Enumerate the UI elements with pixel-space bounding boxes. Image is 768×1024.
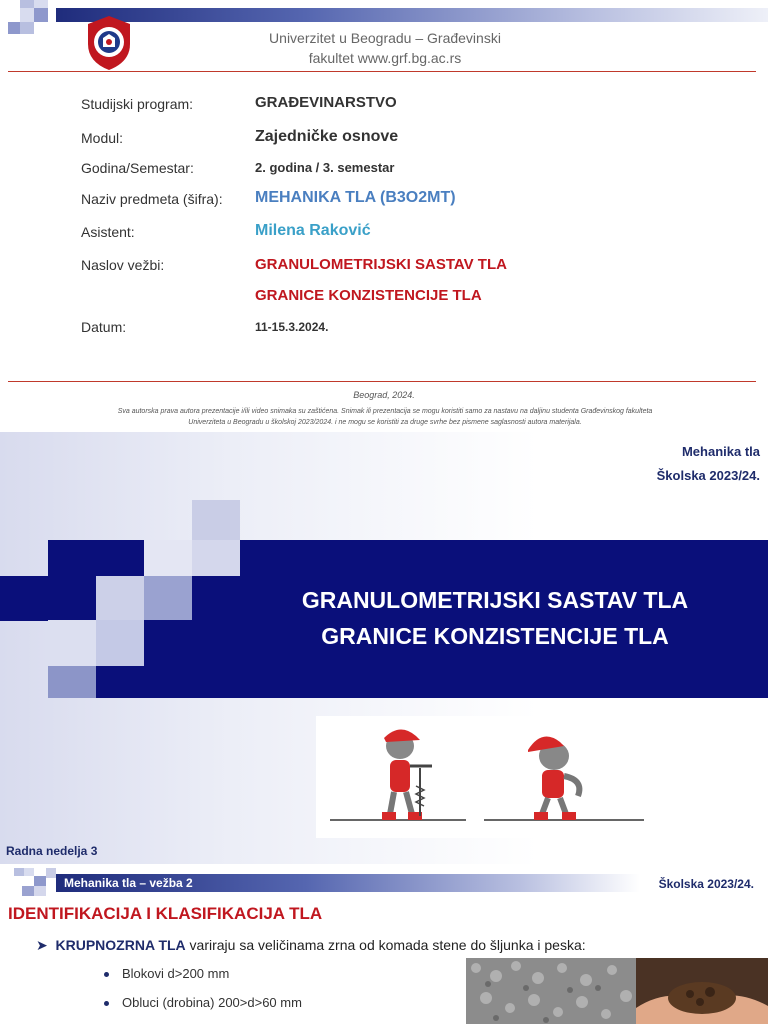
section-title [250,582,740,654]
decor-square [20,8,34,22]
copyright-line-2: Univerziteta u Beogradu u školskoj 2023/2024. i ne mogu se koristiti za druge svrhe bez pismene saglasnosti autora materijala. [188,419,582,426]
program-row [81,96,193,112]
decor-square [192,540,240,576]
university-name [220,28,550,68]
copyright-line-1: Sva autorska prava autora prezentacije i/ili video snimaka su zaštićena. Snimak ili prezentacija se mogu koristiti samo za nastavu na daljinu studenta Građevinskog fakulteta [117,408,653,415]
divider-bottom [8,381,756,382]
section-title-line-2: GRANICE KONZISTENCIJE TLA [321,623,669,649]
university-website[interactable]: fakultet www.grf.bg.ac.rs [308,50,462,66]
assistant-label: Asistent: [81,224,135,240]
decor-square [14,868,24,876]
decor-square [22,886,34,896]
bullet-dot-icon [104,1001,109,1006]
program-value: GRAĐEVINARSTVO [255,94,397,111]
content-heading: IDENTIFIKACIJA I KLASIFIKACIJA TLA [8,904,323,923]
work-week-label: Radna nedelja 3 [6,844,98,858]
course-label: Naziv predmeta (šifra): [81,191,223,207]
decor-square [48,666,96,698]
footer-city: Beograd, 2024. [353,390,415,400]
slide-course-info [657,440,760,488]
bullet-bold-term: KRUPNOZRNA TLA [55,937,186,953]
date-label: Datum: [81,319,127,335]
exercise-title-2: GRANICE KONZISTENCIJE TLA [255,287,482,304]
university-line-1: Univerzitet u Beogradu – Građevinski [269,30,501,46]
year-value: 2. godina / 3. semestar [255,160,395,175]
decor-square [144,540,192,576]
program-label: Studijski program: [81,96,194,112]
decor-square [46,868,56,878]
module-label: Modul: [81,130,124,146]
assistant-value: Milena Raković [255,222,371,239]
bullet-text: variraju sa veličinama zrna od komada stene do šljunka i peska: [185,937,586,953]
decor-block [0,576,48,621]
decor-square [20,22,34,34]
content-slide [0,864,768,1024]
header-band [56,8,768,22]
list-item: Blokovi d>200 mm [122,966,230,981]
decor-square [96,576,144,620]
school-year: Školska 2023/24. [656,468,760,483]
university-crest-icon [84,14,134,72]
decor-square [34,886,46,896]
gravel-photo-icon [466,958,636,1024]
bullet-coarse-soils [36,937,586,954]
bullet-dot-icon [104,972,109,977]
section-title-line-1: GRANULOMETRIJSKI SASTAV TLA [301,587,689,613]
decor-square [34,8,48,22]
exercise-label: Naslov vežbi: [81,257,165,273]
exercise-header: Mehanika tla – vežba 2 [64,876,193,890]
soil-in-hands-photo-icon [636,958,768,1024]
list-item: Obluci (drobina) 200>d>60 mm [122,995,302,1010]
module-value: Zajedničke osnove [255,128,399,145]
title-slide [0,0,768,432]
decor-square [8,22,20,34]
decor-square [144,576,192,620]
year-label: Godina/Semestar: [81,160,194,176]
workers-illustration-icon [316,716,646,838]
date-value: 11-15.3.2024. [255,320,329,334]
school-year: Školska 2023/24. [658,877,754,891]
divider-top [8,71,756,72]
decor-square [24,868,34,876]
course-value: MEHANIKA TLA (B3O2MT) [255,189,456,206]
decor-square [48,620,96,666]
section-slide [0,432,768,864]
course-name: Mehanika tla [681,444,760,459]
decor-square [20,0,34,8]
decor-square [34,0,48,8]
exercise-title-1: GRANULOMETRIJSKI SASTAV TLA [255,256,507,273]
arrow-bullet-icon: ➤ [36,937,56,953]
footer-copyright [40,406,730,428]
decor-square [96,620,144,666]
decor-square [34,876,46,886]
decor-square [192,500,240,540]
